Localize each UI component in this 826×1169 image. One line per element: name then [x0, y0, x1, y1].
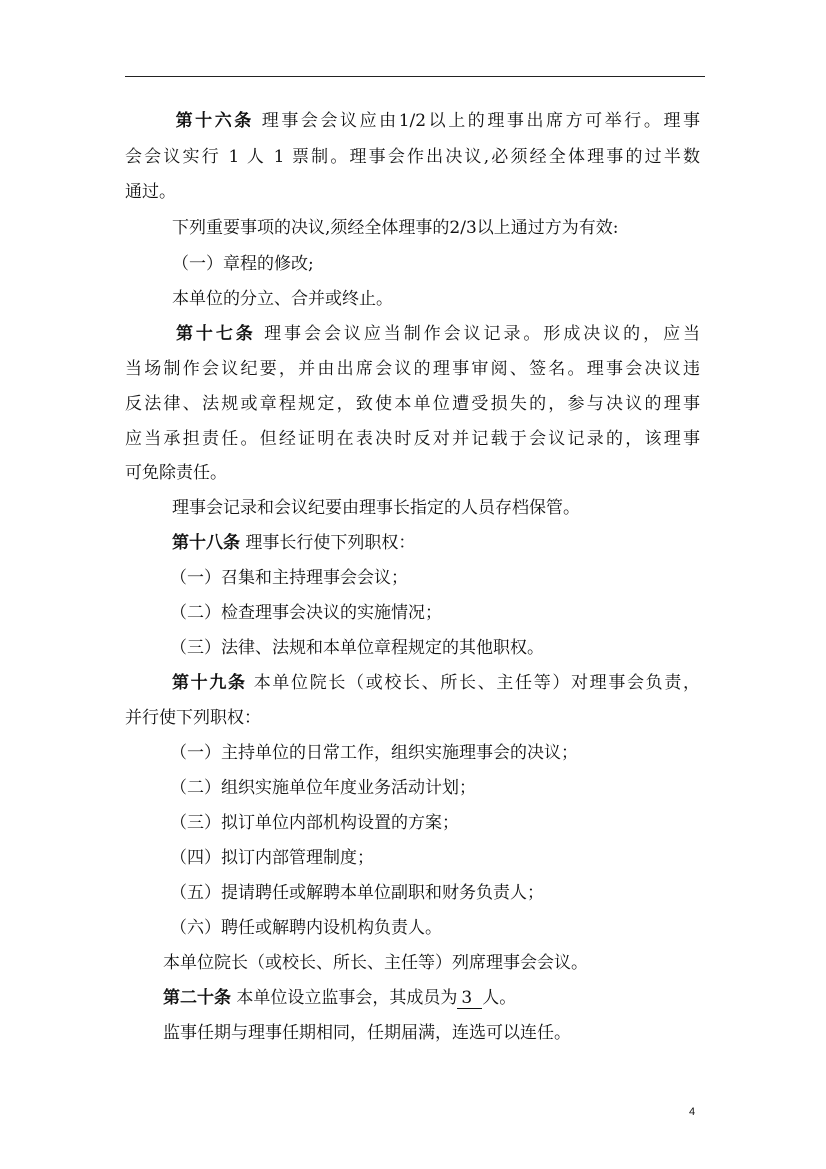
art16-item-1: （一）章程的修改; [172, 254, 314, 274]
art19-item-5: （五）提请聘任或解聘本单位副职和财务负责人； [170, 883, 544, 903]
art20-text-2: 人。 [482, 988, 517, 1008]
art19-line-3: 本单位院长（或校长、所长、主任等）列席理事会会议。 [163, 953, 588, 973]
art17-text-1: 理事会会议应当制作会议记录。形成决议的，应当 [264, 324, 701, 344]
art19-line-2: 并行使下列职权： [125, 708, 261, 728]
page-number: 4 [689, 1106, 696, 1118]
art17-line-1 [125, 322, 700, 346]
art18-line-1 [172, 531, 415, 555]
art18-item-3: （三）法律、法规和本单位章程规定的其他职权。 [170, 638, 544, 658]
art20-heading: 第二十条 [163, 988, 231, 1008]
art16-heading: 第十六条 [173, 111, 254, 131]
art17-line-4: 应当承担责任。但经证明在表决时反对并记载于会议记录的，该理事 [125, 429, 700, 449]
art17-line-2: 当场制作会议纪要，并由出席会议的理事审阅、签名。理事会决议违 [125, 359, 700, 379]
art19-item-6: （六）聘任或解聘内设机构负责人。 [170, 918, 442, 938]
art19-text-1: 本单位院长（或校长、所长、主任等）对理事会负责， [253, 673, 701, 693]
art19-item-4: （四）拟订内部管理制度； [170, 848, 374, 868]
art20-line-1 [163, 986, 516, 1010]
art18-heading: 第十八条 [172, 533, 240, 553]
art20-text-1: 本单位设立监事会，其成员为 [236, 988, 458, 1008]
art16-text-1: 理事会会议应由1/2以上的理事出席方可举行。理事 [261, 111, 701, 131]
art19-item-1: （一）主持单位的日常工作，组织实施理事会的决议； [170, 743, 578, 763]
art16-item-2: 本单位的分立、合并或终止。 [172, 289, 393, 309]
art19-item-3: （三）拟订单位内部机构设置的方案； [170, 813, 459, 833]
header-rule [125, 76, 705, 77]
art16-line-1 [125, 109, 700, 133]
art19-line-1 [172, 671, 700, 695]
art16-line-4: 下列重要事项的决议,须经全体理事的2/3以上通过方为有效: [172, 218, 619, 238]
art17-line-5: 可免除责任。 [125, 463, 227, 483]
art18-item-1: （一）召集和主持理事会会议； [170, 568, 408, 588]
art18-item-2: （二）检查理事会决议的实施情况； [170, 603, 442, 623]
art17-heading: 第十七条 [173, 324, 256, 344]
art17-line-3: 反法律、法规或章程规定，致使本单位遭受损失的，参与决议的理事 [125, 394, 700, 414]
art19-item-2: （二）组织实施单位年度业务活动计划； [170, 778, 476, 798]
art16-line-2: 会会议实行 1 人 1 票制。理事会作出决议,必须经全体理事的过半数 [125, 147, 700, 167]
art16-line-3: 通过。 [125, 182, 176, 202]
art18-text-1: 理事长行使下列职权： [245, 533, 416, 553]
art19-heading: 第十九条 [172, 673, 247, 693]
art20-line-2: 监事任期与理事任期相同，任期届满，连选可以连任。 [163, 1023, 571, 1043]
member-count-blank: 3 [457, 988, 482, 1009]
art17-line-6: 理事会记录和会议纪要由理事长指定的人员存档保管。 [172, 498, 580, 518]
